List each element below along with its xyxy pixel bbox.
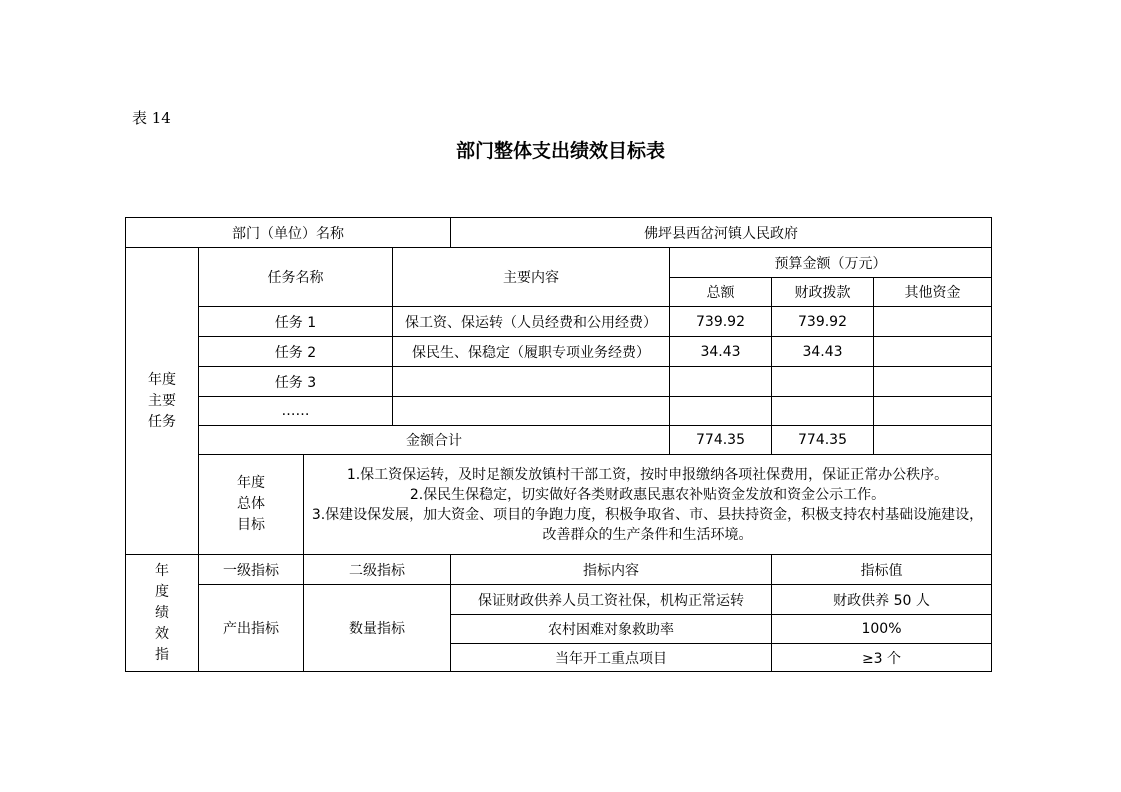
section-label-line: 年度 (237, 475, 265, 491)
col-other: 其他资金 (874, 278, 992, 307)
col-budget-amount: 预算金额（万元） (670, 248, 992, 278)
col-total: 总额 (670, 278, 772, 307)
table-row (126, 307, 992, 337)
section-label-line: 度 (155, 583, 169, 600)
indicator-value: 财政供养 50 人 (772, 585, 992, 615)
task-name: 任务 3 (199, 367, 393, 397)
task-content (393, 397, 670, 426)
annual-goals-label (199, 455, 304, 555)
section-label-line: 绩 (155, 604, 169, 621)
task-fiscal: 739.92 (772, 307, 874, 337)
col-level2: 二级指标 (304, 555, 451, 585)
task-content: 保民生、保稳定（履职专项业务经费） (393, 337, 670, 367)
task-total (670, 397, 772, 426)
dept-label: 部门（单位）名称 (126, 218, 451, 248)
sum-other (874, 426, 992, 455)
indicator-content: 农村困难对象救助率 (451, 615, 772, 644)
table-row (126, 337, 992, 367)
task-name: 任务 1 (199, 307, 393, 337)
task-fiscal (772, 397, 874, 426)
section-label-line: 效 (155, 625, 169, 642)
indicator-value: 100% (772, 615, 992, 644)
task-other (874, 337, 992, 367)
indicator-content: 当年开工重点项目 (451, 644, 772, 672)
table-row (126, 367, 992, 397)
col-level1: 一级指标 (199, 555, 304, 585)
indicator-level2: 数量指标 (304, 585, 451, 672)
col-fiscal: 财政拨款 (772, 278, 874, 307)
annual-goals-content (304, 455, 992, 555)
section-label-line: 总体 (237, 496, 265, 512)
indicator-header-row (126, 555, 992, 585)
section-label-line: 目标 (237, 517, 265, 533)
task-other (874, 367, 992, 397)
task-other (874, 397, 992, 426)
indicator-value: ≥3 个 (772, 644, 992, 672)
task-fiscal: 34.43 (772, 337, 874, 367)
section-label-line: 年度 (148, 371, 176, 388)
col-main-content: 主要内容 (393, 248, 670, 307)
task-fiscal (772, 367, 874, 397)
goal-line: 1.保工资保运转，及时足额发放镇村干部工资，按时申报缴纳各项社保费用，保证正常办公秩序。 (346, 466, 949, 483)
task-total (670, 367, 772, 397)
section-label-line: 任务 (148, 413, 176, 430)
sum-label: 金额合计 (199, 426, 670, 455)
table-row (126, 397, 992, 426)
goals-row (126, 455, 992, 555)
department-row (126, 218, 992, 248)
task-total: 34.43 (670, 337, 772, 367)
section-label-line: 年 (155, 562, 169, 579)
col-indicator-value: 指标值 (772, 555, 992, 585)
task-name: 任务 2 (199, 337, 393, 367)
performance-indicators-label (126, 555, 199, 672)
sum-row (126, 426, 992, 455)
sum-fiscal: 774.35 (772, 426, 874, 455)
performance-target-table (125, 217, 992, 672)
dept-value: 佛坪县西岔河镇人民政府 (451, 218, 992, 248)
table-row (126, 585, 992, 615)
indicator-level1: 产出指标 (199, 585, 304, 672)
document-title: 部门整体支出绩效目标表 (455, 140, 665, 162)
sum-total: 774.35 (670, 426, 772, 455)
table-number: 表 14 (132, 109, 171, 127)
goal-line: 2.保民生保稳定，切实做好各类财政惠民惠农补贴资金发放和资金公示工作。 (409, 486, 886, 503)
section-label-line: 主要 (148, 392, 176, 409)
task-total: 739.92 (670, 307, 772, 337)
task-name: …… (199, 397, 393, 426)
annual-tasks-label (126, 248, 199, 555)
task-header-row (126, 248, 992, 278)
task-other (874, 307, 992, 337)
col-indicator-content: 指标内容 (451, 555, 772, 585)
task-content (393, 367, 670, 397)
indicator-content: 保证财政供养人员工资社保，机构正常运转 (451, 585, 772, 615)
goal-line: 3.保建设保发展，加大资金、项目的争跑力度，积极争取省、市、县扶持资金，积极支持农村基础设施建设，改善群众的生产条件和生活环境。 (311, 506, 984, 543)
task-content: 保工资、保运转（人员经费和公用经费） (393, 307, 670, 337)
col-task-name: 任务名称 (199, 248, 393, 307)
section-label-line: 指 (155, 646, 169, 663)
